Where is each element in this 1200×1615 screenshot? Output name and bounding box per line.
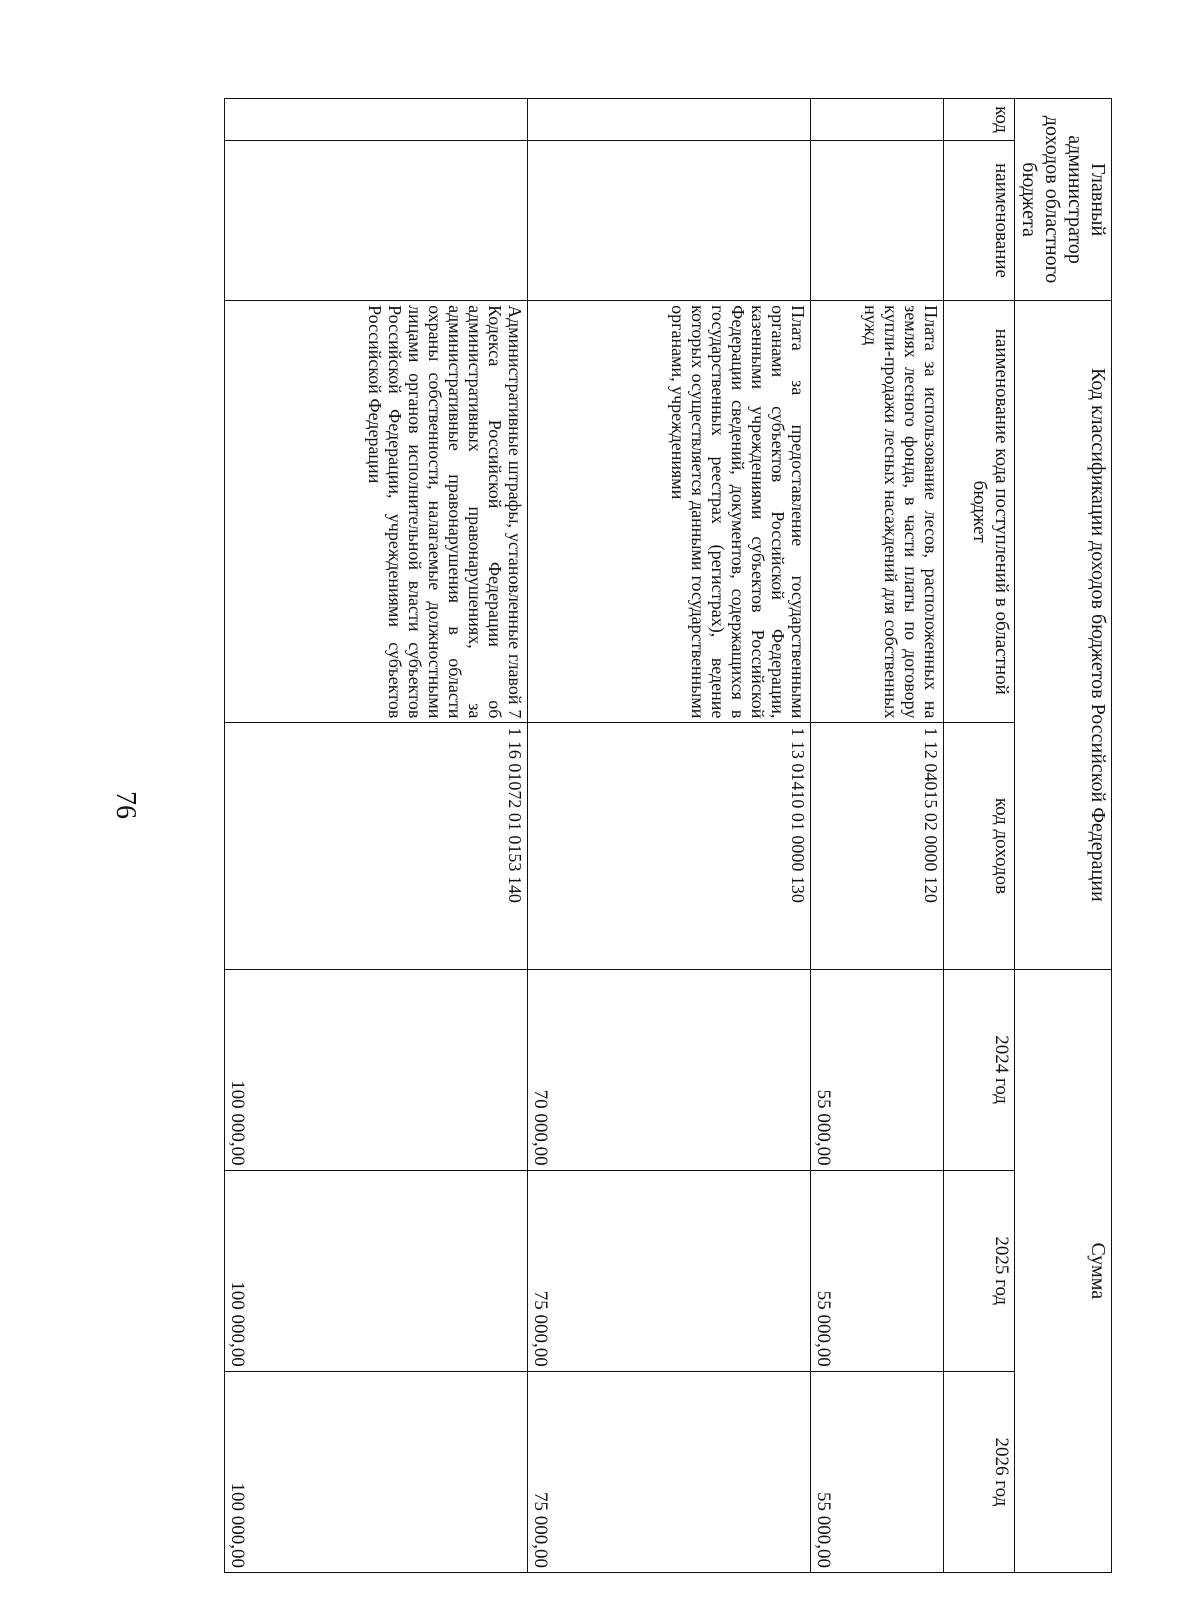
header-row-top	[1015, 99, 1112, 1573]
cell-2026: 75 000,00	[528, 1371, 811, 1572]
header-income-code: код доходов	[944, 723, 1015, 969]
cell-income-code: 1 16 01072 01 0153 140	[225, 723, 528, 969]
cell-2025: 100 000,00	[225, 1170, 528, 1371]
cell-income-name: Плата за использование лесов, расположенных на землях лесного фонда, в части платы по договору купли-продажи лесных насаждений для собственных нужд	[811, 301, 944, 723]
cell-2024: 70 000,00	[528, 969, 811, 1170]
cell-income-name: Административные штрафы, установленные главой 7 Кодекса Российской Федерации об административных правонарушениях, за административные правонарушения в области охраны собственности, налагаемые должностными лицами органов исполнительной власти субъектов Российской Федерации, учреждениями субъектов Российской Федерации	[225, 301, 528, 723]
cell-income-code: 1 13 01410 01 0000 130	[528, 723, 811, 969]
page-number: 76	[110, 791, 141, 819]
budget-revenue-table	[224, 98, 1112, 1573]
header-admin-group: Главный администратор доходов областного бюджета	[1015, 99, 1112, 301]
cell-code	[528, 99, 811, 141]
header-classification-group: Код классификации доходов бюджетов Российской Федерации	[1015, 301, 1112, 969]
header-code: код	[944, 99, 1015, 141]
cell-code	[225, 99, 528, 141]
table-row	[225, 99, 528, 1573]
header-row-sub	[944, 99, 1015, 1573]
header-sum-group: Сумма	[1015, 969, 1112, 1572]
cell-2026: 100 000,00	[225, 1371, 528, 1572]
table-row	[811, 99, 944, 1573]
cell-income-code: 1 12 04015 02 0000 120	[811, 723, 944, 969]
cell-2024: 100 000,00	[225, 969, 528, 1170]
cell-2026: 55 000,00	[811, 1371, 944, 1572]
cell-admin-name	[225, 141, 528, 301]
cell-income-name: Плата за предоставление государственными органами субъектов Российской Федерации, казенными учреждениями субъектов Российской Федерации сведений, документов, содержащихся в государственных реестрах (регистрах), ведение которых осуществляется данными государственными органами, учреждениями	[528, 301, 811, 723]
cell-2025: 55 000,00	[811, 1170, 944, 1371]
cell-admin-name	[811, 141, 944, 301]
header-income-name: наименование кода поступлений в областной бюджет	[944, 301, 1015, 723]
cell-admin-name	[528, 141, 811, 301]
cell-2024: 55 000,00	[811, 969, 944, 1170]
header-admin-name: наименование	[944, 141, 1015, 301]
header-2026: 2026 год	[944, 1371, 1015, 1572]
header-2025: 2025 год	[944, 1170, 1015, 1371]
table-row	[528, 99, 811, 1573]
cell-2025: 75 000,00	[528, 1170, 811, 1371]
rotated-table-container	[222, 98, 1112, 1573]
header-2024: 2024 год	[944, 969, 1015, 1170]
cell-code	[811, 99, 944, 141]
